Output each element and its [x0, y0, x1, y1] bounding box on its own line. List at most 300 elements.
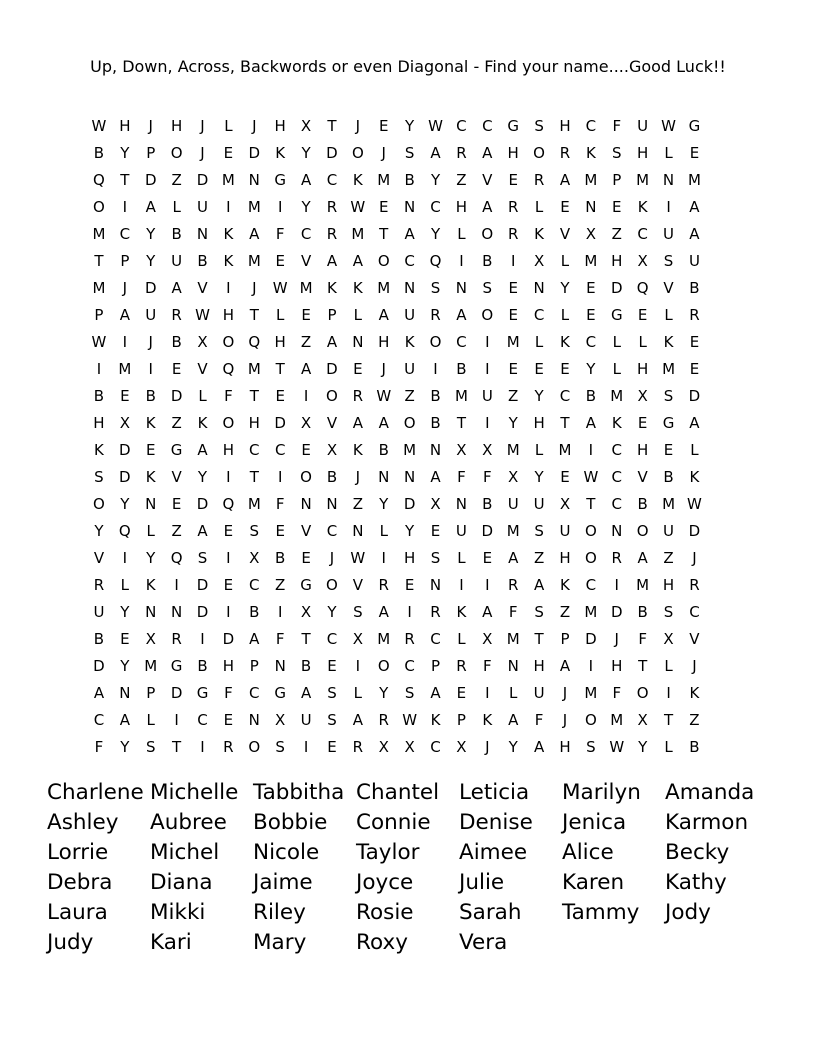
grid-letter: I	[200, 629, 205, 648]
grid-letter: R	[93, 575, 105, 594]
grid-letter: I	[666, 197, 671, 216]
grid-letter: S	[94, 467, 104, 486]
grid-letter: I	[510, 251, 516, 270]
grid-letter: M	[403, 440, 417, 459]
grid-letter: C	[456, 332, 467, 351]
grid-letter: S	[482, 278, 493, 297]
grid-letter: L	[353, 683, 363, 702]
name-entry: Diana	[150, 870, 213, 895]
grid-letter: M	[247, 251, 261, 270]
grid-letter: M	[662, 494, 676, 513]
grid-letter: R	[171, 629, 182, 648]
grid-letter: Y	[560, 278, 570, 297]
grid-letter: W	[376, 386, 392, 405]
grid-letter: K	[94, 440, 104, 459]
grid-letter: N	[455, 278, 468, 297]
grid-letter: L	[146, 521, 155, 540]
grid-letter: A	[430, 143, 441, 162]
grid-letter: Z	[300, 332, 312, 351]
grid-letter: K	[430, 710, 441, 729]
grid-letter: Y	[120, 737, 130, 756]
grid-letter: O	[93, 197, 105, 216]
grid-letter: E	[663, 440, 674, 459]
grid-letter: F	[638, 629, 647, 648]
grid-letter: C	[585, 116, 597, 135]
grid-letter: K	[352, 278, 363, 297]
grid-letter: N	[119, 683, 131, 702]
grid-letter: N	[196, 224, 209, 243]
grid-letter: R	[507, 197, 519, 216]
grid-letter: V	[300, 251, 312, 270]
grid-letter: A	[689, 413, 700, 432]
grid-letter: D	[119, 440, 131, 459]
grid-letter: B	[689, 278, 700, 297]
grid-letter: M	[247, 197, 261, 216]
grid-letter: N	[274, 656, 286, 675]
grid-letter: C	[326, 629, 338, 648]
name-entry: Sarah	[459, 900, 522, 925]
grid-letter: B	[456, 359, 467, 378]
grid-letter: B	[430, 413, 441, 432]
grid-letter: I	[303, 386, 309, 405]
grid-letter: Y	[146, 224, 156, 243]
grid-letter: Y	[301, 197, 311, 216]
grid-letter: X	[119, 413, 130, 432]
grid-letter: Q	[118, 521, 131, 540]
grid-row	[86, 436, 707, 463]
grid-letter: J	[562, 683, 568, 702]
grid-letter: Z	[663, 548, 674, 567]
grid-letter: L	[172, 197, 181, 216]
grid-letter: M	[351, 224, 365, 243]
grid-letter: X	[300, 413, 312, 432]
grid-letter: Z	[508, 386, 519, 405]
grid-letter: A	[326, 251, 338, 270]
name-entry: Joyce	[356, 870, 414, 895]
grid-letter: F	[224, 386, 233, 405]
name-entry: Kathy	[665, 870, 727, 895]
grid-letter: Y	[405, 521, 415, 540]
grid-letter: E	[301, 440, 311, 459]
grid-letter: M	[506, 332, 520, 351]
grid-letter: S	[327, 683, 337, 702]
grid-letter: S	[249, 521, 260, 540]
grid-letter: Y	[379, 683, 389, 702]
name-entry: Tabbitha	[253, 780, 345, 805]
grid-letter: I	[459, 575, 464, 594]
grid-letter: Y	[405, 116, 415, 135]
grid-letter: P	[327, 305, 337, 324]
grid-letter: X	[300, 602, 312, 621]
grid-letter: D	[688, 521, 701, 540]
grid-letter: R	[171, 305, 182, 324]
grid-letter: W	[402, 710, 418, 729]
grid-letter: M	[247, 359, 261, 378]
grid-letter: B	[482, 251, 493, 270]
grid-letter: E	[612, 197, 622, 216]
grid-letter: H	[378, 332, 390, 351]
grid-letter: M	[377, 629, 391, 648]
grid-letter: C	[430, 629, 441, 648]
grid-letter: U	[637, 116, 649, 135]
grid-letter: L	[690, 440, 699, 459]
grid-letter: W	[272, 278, 288, 297]
grid-letter: Z	[689, 710, 700, 729]
grid-letter: E	[327, 737, 337, 756]
grid-letter: A	[456, 305, 467, 324]
grid-letter: E	[275, 251, 285, 270]
grid-letter: Y	[638, 737, 648, 756]
name-entry: Nicole	[253, 840, 320, 865]
grid-letter: M	[687, 170, 701, 189]
grid-letter: S	[404, 143, 415, 162]
name-entry: Judy	[47, 930, 94, 955]
grid-letter: H	[559, 737, 571, 756]
grid-letter: F	[275, 629, 285, 648]
name-entry: Kari	[150, 930, 192, 955]
grid-letter: A	[197, 440, 208, 459]
name-entry: Tammy	[562, 900, 640, 925]
grid-letter: E	[379, 197, 389, 216]
grid-letter: A	[482, 143, 493, 162]
grid-letter: T	[456, 413, 466, 432]
grid-letter: X	[559, 494, 571, 513]
grid-letter: C	[404, 251, 415, 270]
grid-row	[86, 382, 707, 409]
grid-letter: U	[533, 494, 545, 513]
grid-letter: A	[482, 602, 493, 621]
grid-letter: X	[404, 737, 415, 756]
grid-letter: L	[560, 251, 570, 270]
grid-letter: Z	[559, 602, 571, 621]
grid-letter: T	[327, 116, 337, 135]
name-entry: Michelle	[150, 780, 239, 805]
grid-letter: C	[611, 467, 622, 486]
name-entry: Amanda	[665, 780, 755, 805]
name-entry: Karmon	[665, 810, 749, 835]
grid-letter: D	[119, 467, 131, 486]
grid-row	[86, 247, 707, 274]
grid-letter: C	[559, 386, 571, 405]
grid-letter: E	[482, 548, 493, 567]
grid-letter: X	[378, 737, 389, 756]
grid-letter: U	[197, 197, 208, 216]
grid-letter: J	[252, 116, 257, 135]
grid-letter: G	[274, 683, 286, 702]
grid-letter: J	[200, 116, 205, 135]
name-list	[47, 778, 768, 958]
grid-letter: X	[533, 251, 545, 270]
grid-letter: K	[585, 143, 596, 162]
grid-letter: V	[689, 629, 700, 648]
grid-letter: E	[223, 575, 234, 594]
grid-letter: I	[407, 602, 412, 621]
name-entry: Karen	[562, 870, 625, 895]
grid-letter: E	[223, 710, 234, 729]
grid-letter: E	[379, 116, 389, 135]
grid-letter: N	[352, 332, 364, 351]
grid-letter: R	[378, 575, 389, 594]
grid-letter: D	[481, 521, 494, 540]
grid-letter: E	[689, 143, 700, 162]
grid-letter: H	[559, 116, 571, 135]
grid-letter: W	[350, 197, 366, 216]
grid-letter: K	[560, 332, 570, 351]
grid-letter: T	[638, 656, 648, 675]
grid-letter: P	[249, 656, 259, 675]
grid-letter: I	[200, 737, 205, 756]
grid-letter: Q	[248, 332, 261, 351]
grid-letter: H	[274, 332, 286, 351]
grid-letter: S	[534, 602, 544, 621]
grid-letter: A	[533, 575, 545, 594]
grid-letter: N	[404, 197, 416, 216]
grid-letter: E	[637, 413, 648, 432]
grid-letter: N	[662, 170, 675, 189]
grid-letter: X	[275, 710, 286, 729]
grid-letter: D	[93, 656, 105, 675]
grid-letter: P	[146, 143, 156, 162]
grid-letter: K	[223, 224, 234, 243]
grid-letter: H	[559, 548, 571, 567]
grid-letter: I	[303, 737, 309, 756]
name-entry: Leticia	[459, 780, 530, 805]
grid-letter: O	[584, 710, 597, 729]
grid-letter: R	[456, 143, 467, 162]
grid-letter: W	[687, 494, 702, 513]
grid-letter: L	[534, 197, 544, 216]
grid-letter: C	[404, 656, 415, 675]
grid-letter: Y	[197, 467, 208, 486]
grid-letter: H	[222, 656, 235, 675]
grid-letter: R	[559, 143, 571, 162]
grid-letter: Z	[533, 548, 545, 567]
grid-letter: E	[353, 359, 363, 378]
letter-grid	[86, 112, 707, 760]
grid-letter: Y	[508, 413, 518, 432]
grid-letter: Q	[93, 170, 105, 189]
grid-letter: P	[431, 656, 441, 675]
grid-letter: V	[197, 278, 208, 297]
grid-letter: D	[222, 629, 235, 648]
grid-letter: S	[430, 548, 441, 567]
grid-letter: Q	[429, 251, 442, 270]
grid-letter: C	[611, 440, 622, 459]
grid-letter: B	[637, 494, 648, 513]
grid-letter: H	[533, 656, 545, 675]
grid-letter: L	[534, 440, 544, 459]
grid-letter: E	[689, 359, 700, 378]
grid-letter: Y	[120, 656, 130, 675]
name-entry: Debra	[47, 870, 113, 895]
grid-letter: Z	[611, 224, 622, 243]
grid-letter: M	[92, 278, 106, 297]
grid-letter: G	[170, 656, 183, 675]
grid-letter: S	[353, 602, 363, 621]
grid-letter: Y	[120, 494, 130, 513]
grid-letter: Y	[301, 143, 311, 162]
grid-letter: Y	[534, 467, 544, 486]
grid-letter: F	[482, 467, 492, 486]
grid-letter: U	[663, 224, 675, 243]
grid-letter: P	[612, 170, 622, 189]
grid-letter: A	[689, 224, 700, 243]
name-entry: Chantel	[356, 780, 440, 805]
grid-letter: W	[609, 737, 625, 756]
grid-letter: O	[584, 548, 597, 567]
grid-letter: L	[664, 305, 673, 324]
grid-letter: H	[222, 440, 235, 459]
grid-letter: T	[586, 494, 596, 513]
grid-letter: I	[122, 548, 128, 567]
grid-letter: K	[145, 575, 156, 594]
grid-letter: T	[249, 467, 259, 486]
name-entry: Riley	[253, 900, 306, 925]
grid-letter: X	[249, 548, 260, 567]
grid-letter: K	[145, 467, 156, 486]
grid-letter: K	[560, 575, 570, 594]
grid-letter: W	[91, 116, 107, 135]
grid-letter: N	[300, 494, 312, 513]
grid-letter: H	[222, 305, 235, 324]
grid-letter: M	[636, 575, 650, 594]
grid-letter: U	[559, 521, 571, 540]
grid-letter: M	[377, 278, 391, 297]
grid-letter: K	[223, 251, 234, 270]
grid-letter: K	[197, 413, 208, 432]
grid-letter: I	[96, 359, 102, 378]
grid-letter: K	[689, 683, 700, 702]
grid-letter: I	[588, 656, 594, 675]
grid-letter: P	[120, 251, 130, 270]
grid-letter: L	[379, 521, 388, 540]
grid-letter: L	[612, 359, 621, 378]
grid-letter: L	[224, 116, 233, 135]
grid-letter: K	[456, 602, 467, 621]
grid-letter: N	[248, 710, 260, 729]
grid-letter: R	[533, 170, 545, 189]
grid-letter: C	[274, 440, 286, 459]
grid-letter: T	[275, 359, 285, 378]
grid-row	[86, 355, 707, 382]
grid-letter: U	[404, 305, 416, 324]
grid-letter: C	[430, 737, 441, 756]
grid-letter: X	[300, 116, 312, 135]
grid-letter: T	[94, 251, 104, 270]
grid-letter: V	[663, 278, 674, 297]
grid-letter: E	[560, 197, 570, 216]
grid-letter: E	[508, 305, 518, 324]
grid-letter: R	[689, 305, 700, 324]
grid-letter: C	[93, 710, 105, 729]
grid-letter: V	[559, 224, 571, 243]
grid-letter: Y	[146, 251, 156, 270]
grid-letter: A	[689, 197, 700, 216]
grid-letter: L	[198, 386, 207, 405]
grid-letter: D	[144, 170, 157, 189]
grid-letter: H	[637, 143, 649, 162]
grid-letter: T	[379, 224, 389, 243]
grid-letter: F	[224, 683, 233, 702]
grid-letter: V	[326, 413, 338, 432]
grid-letter: N	[248, 170, 260, 189]
grid-letter: D	[326, 143, 338, 162]
grid-letter: X	[430, 494, 441, 513]
name-entry: Denise	[459, 810, 533, 835]
grid-letter: S	[404, 683, 415, 702]
grid-letter: R	[456, 656, 467, 675]
grid-letter: E	[275, 386, 285, 405]
grid-letter: N	[145, 602, 157, 621]
grid-letter: E	[327, 656, 337, 675]
grid-letter: Z	[171, 170, 182, 189]
grid-letter: I	[588, 440, 594, 459]
grid-letter: X	[326, 440, 338, 459]
grid-letter: Y	[586, 359, 596, 378]
grid-letter: I	[485, 575, 490, 594]
grid-letter: D	[403, 494, 416, 513]
grid-letter: B	[585, 386, 597, 405]
grid-letter: N	[429, 440, 442, 459]
grid-letter: H	[611, 656, 623, 675]
grid-letter: J	[485, 737, 490, 756]
grid-letter: I	[226, 278, 231, 297]
grid-letter: B	[326, 467, 338, 486]
grid-letter: T	[301, 629, 311, 648]
grid-letter: Y	[146, 548, 156, 567]
grid-row	[86, 733, 707, 760]
grid-letter: A	[404, 224, 415, 243]
grid-letter: X	[585, 224, 596, 243]
grid-letter: X	[637, 251, 648, 270]
grid-letter: J	[122, 278, 128, 297]
grid-letter: S	[275, 737, 285, 756]
grid-row	[86, 139, 707, 166]
grid-letter: T	[663, 710, 674, 729]
grid-letter: A	[430, 683, 441, 702]
grid-letter: U	[404, 359, 416, 378]
grid-letter: J	[614, 629, 619, 648]
grid-letter: B	[275, 548, 286, 567]
grid-letter: O	[636, 683, 649, 702]
grid-letter: I	[485, 359, 490, 378]
name-entry: Charlene	[47, 780, 144, 805]
grid-letter: R	[223, 737, 234, 756]
grid-letter: E	[637, 305, 648, 324]
grid-letter: N	[533, 278, 545, 297]
grid-letter: Y	[430, 224, 441, 243]
grid-letter: U	[300, 710, 312, 729]
grid-letter: V	[171, 467, 182, 486]
grid-letter: X	[508, 467, 519, 486]
grid-letter: L	[457, 548, 466, 567]
grid-letter: R	[611, 548, 622, 567]
grid-letter: I	[148, 359, 153, 378]
grid-letter: S	[430, 278, 441, 297]
grid-letter: E	[689, 332, 700, 351]
grid-letter: D	[688, 386, 701, 405]
grid-letter: E	[586, 278, 596, 297]
grid-letter: L	[276, 305, 285, 324]
grid-letter: J	[562, 710, 568, 729]
grid-letter: R	[430, 602, 441, 621]
grid-letter: E	[404, 575, 415, 594]
grid-letter: O	[93, 494, 105, 513]
grid-letter: V	[637, 467, 648, 486]
grid-letter: J	[381, 359, 386, 378]
grid-letter: C	[456, 116, 467, 135]
grid-letter: X	[456, 737, 467, 756]
